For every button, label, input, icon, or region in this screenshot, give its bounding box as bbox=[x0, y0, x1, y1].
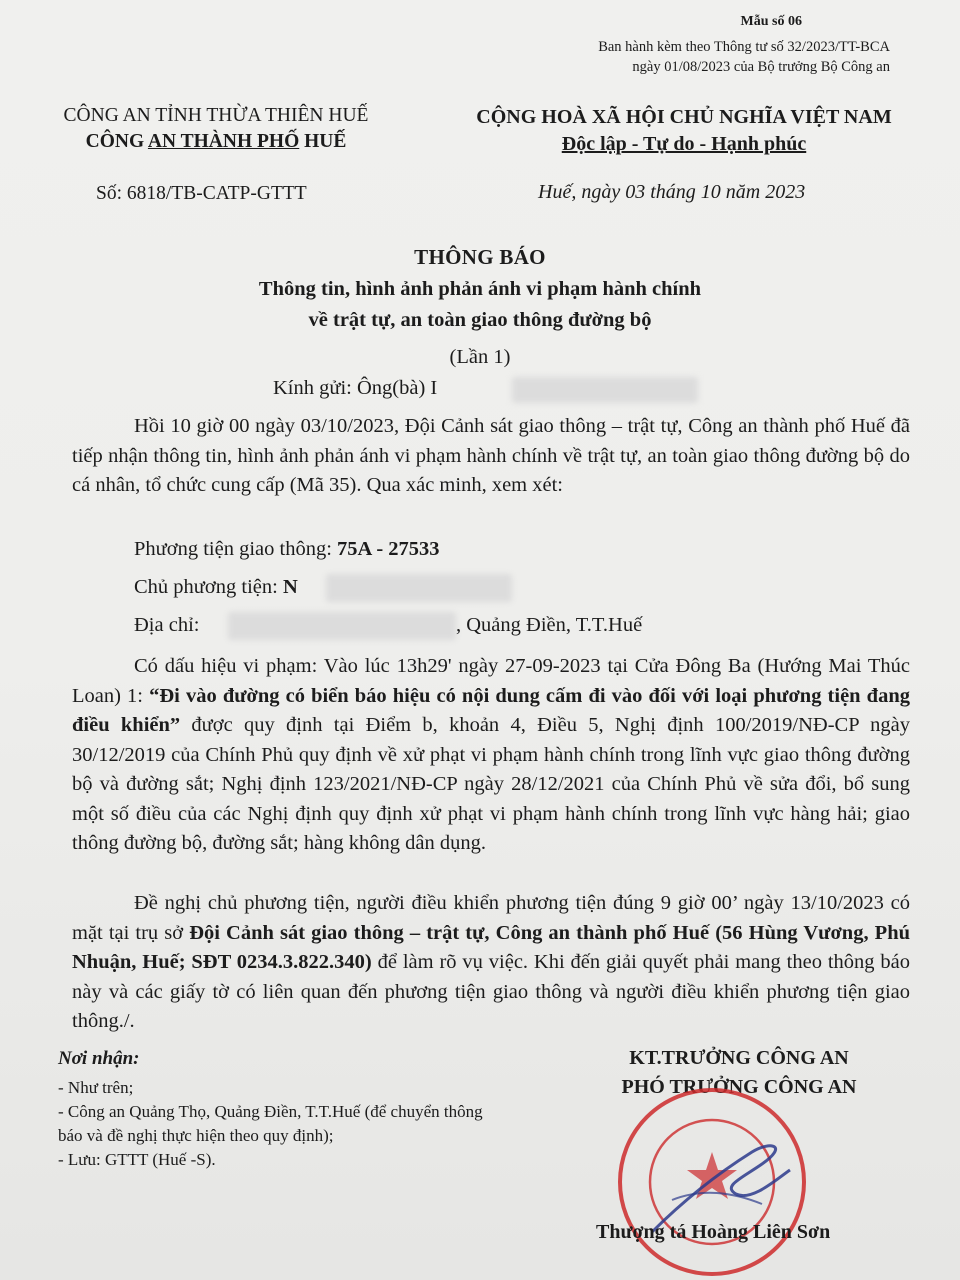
intro-text: Hồi 10 giờ 00 ngày 03/10/2023, Đội Cảnh sát giao thông – trật tự, Công an thành phố Huế đã tiếp nhận thông tin, hình ảnh phản ánh vi phạm hành chính về trật tự, an toàn giao thông đường bộ do cá nhân, tổ chức cung cấp (Mã 35). Qua xác minh, xem xét: bbox=[72, 415, 910, 496]
signer-line2: PHÓ TRƯỞNG CÔNG AN bbox=[621, 1076, 857, 1098]
paragraph-request bbox=[72, 889, 910, 1037]
request-text bbox=[72, 889, 910, 1037]
national-motto: Độc lập - Tự do - Hạnh phúc bbox=[561, 133, 807, 155]
form-ref-line1: Ban hành kèm theo Thông tư số 32/2023/TT-BCA bbox=[598, 39, 890, 55]
form-reference bbox=[598, 37, 890, 77]
request-intro: Đề nghị chủ phương tiện, người điều khiển phương tiện đúng 9 giờ 00’ ngày 13/10/2023 có mặt tại trụ sở bbox=[72, 892, 910, 944]
agency-parent: CÔNG AN TỈNH THỪA THIÊN HUẾ bbox=[63, 105, 369, 126]
subtitle-line2: về trật tự, an toàn giao thông đường bộ bbox=[308, 309, 652, 331]
vehicle-plate: 75A - 27533 bbox=[337, 538, 440, 560]
issuing-agency-header bbox=[36, 103, 396, 155]
issue-number: (Lần 1) bbox=[449, 346, 511, 368]
address-label: Địa chỉ: bbox=[134, 614, 200, 636]
official-seal-stamp bbox=[612, 1082, 822, 1280]
signer-name: Thượng tá Hoàng Liên Sơn bbox=[596, 1221, 831, 1243]
document-number: Số: 6818/TB-CATP-GTTT bbox=[96, 183, 307, 204]
document-title: THÔNG BÁO bbox=[414, 245, 546, 269]
redacted-address bbox=[228, 612, 456, 640]
agency-name-part3: HUẾ bbox=[299, 131, 347, 152]
agency-name-part1: CÔNG bbox=[85, 131, 148, 152]
owner-value: N bbox=[282, 576, 298, 598]
recipients-title: Nơi nhận: bbox=[58, 1048, 140, 1069]
recipient-line: Kính gửi: Ông(bà) I bbox=[273, 377, 438, 399]
violation-intro: Có dấu hiệu vi phạm: Vào lúc 13h29' ngày 27-09-2023 tại Cửa Đông Ba (Hướng Mai Thúc Loan) 1: bbox=[72, 655, 910, 707]
request-instructions: để làm rõ vụ việc. Khi đến giải quyết phải mang theo thông báo này và các giấy tờ có liên quan đến phương tiện giao thông và người điều khiển phương tiện giao thông./. bbox=[72, 951, 910, 1032]
violation-text bbox=[72, 652, 910, 859]
country-name: CỘNG HOÀ XÃ HỘI CHỦ NGHĨA VIỆT NAM bbox=[476, 106, 892, 128]
form-number: Mẫu số 06 bbox=[740, 14, 802, 29]
paragraph-intro bbox=[72, 412, 910, 501]
recipients-item: - Như trên; bbox=[58, 1078, 134, 1097]
subtitle-line1: Thông tin, hình ảnh phản ánh vi phạm hành chính bbox=[258, 278, 702, 300]
recipients-item: - Công an Quảng Thọ, Quảng Điền, T.T.Huế (để chuyển thông báo và đề nghị thực hiện theo quy định); bbox=[58, 1102, 483, 1145]
document-subtitle bbox=[0, 274, 960, 336]
vehicle-field bbox=[134, 538, 440, 561]
agency-name-part2: AN THÀNH PHỐ bbox=[147, 131, 300, 152]
redacted-owner-name bbox=[326, 574, 512, 602]
recipients-item: - Lưu: GTTT (Huế -S). bbox=[58, 1150, 216, 1169]
request-location: Đội Cảnh sát giao thông – trật tự, Công an thành phố Huế (56 Hùng Vương, Phú Nhuận, Huế; SĐT 0234.3.822.340) bbox=[72, 921, 911, 973]
vehicle-label: Phương tiện giao thông: bbox=[134, 538, 338, 560]
form-ref-line2: ngày 01/08/2023 của Bộ trưởng Bộ Công an bbox=[632, 59, 890, 75]
document-date: Huế, ngày 03 tháng 10 năm 2023 bbox=[538, 181, 806, 203]
owner-label: Chủ phương tiện: bbox=[134, 576, 283, 598]
redacted-recipient-name bbox=[512, 377, 698, 403]
national-header bbox=[444, 104, 924, 158]
recipients-list bbox=[58, 1076, 506, 1172]
address-value: , Quảng Điền, T.T.Huế bbox=[456, 614, 643, 636]
signer-line1: KT.TRƯỞNG CÔNG AN bbox=[629, 1047, 849, 1069]
owner-field bbox=[134, 576, 298, 599]
agency-name bbox=[36, 129, 396, 155]
address-field bbox=[134, 614, 199, 637]
violation-legal-basis: được quy định tại Điểm b, khoản 4, Điều 5, Nghị định 100/2019/NĐ-CP ngày 30/12/2019 của Chính Phủ quy định về xử phạt vi phạm hành chính trong lĩnh vực giao thông đường bộ và đường sắt; Nghị định 123/2021/NĐ-CP ngày 28/12/2021 của Chính Phủ về sửa đổi, bổ sung một số điều của các Nghị định quy định xử phạt vi phạm hành chính trong lĩnh vực hàng hải; giao thông đường bộ, đường sắt; hàng không dân dụng. bbox=[72, 714, 910, 854]
paragraph-violation bbox=[72, 652, 910, 859]
violation-description: “Đi vào đường có biển báo hiệu có nội dung cấm đi vào đối với loại phương tiện đang điều khiển” bbox=[72, 684, 910, 736]
